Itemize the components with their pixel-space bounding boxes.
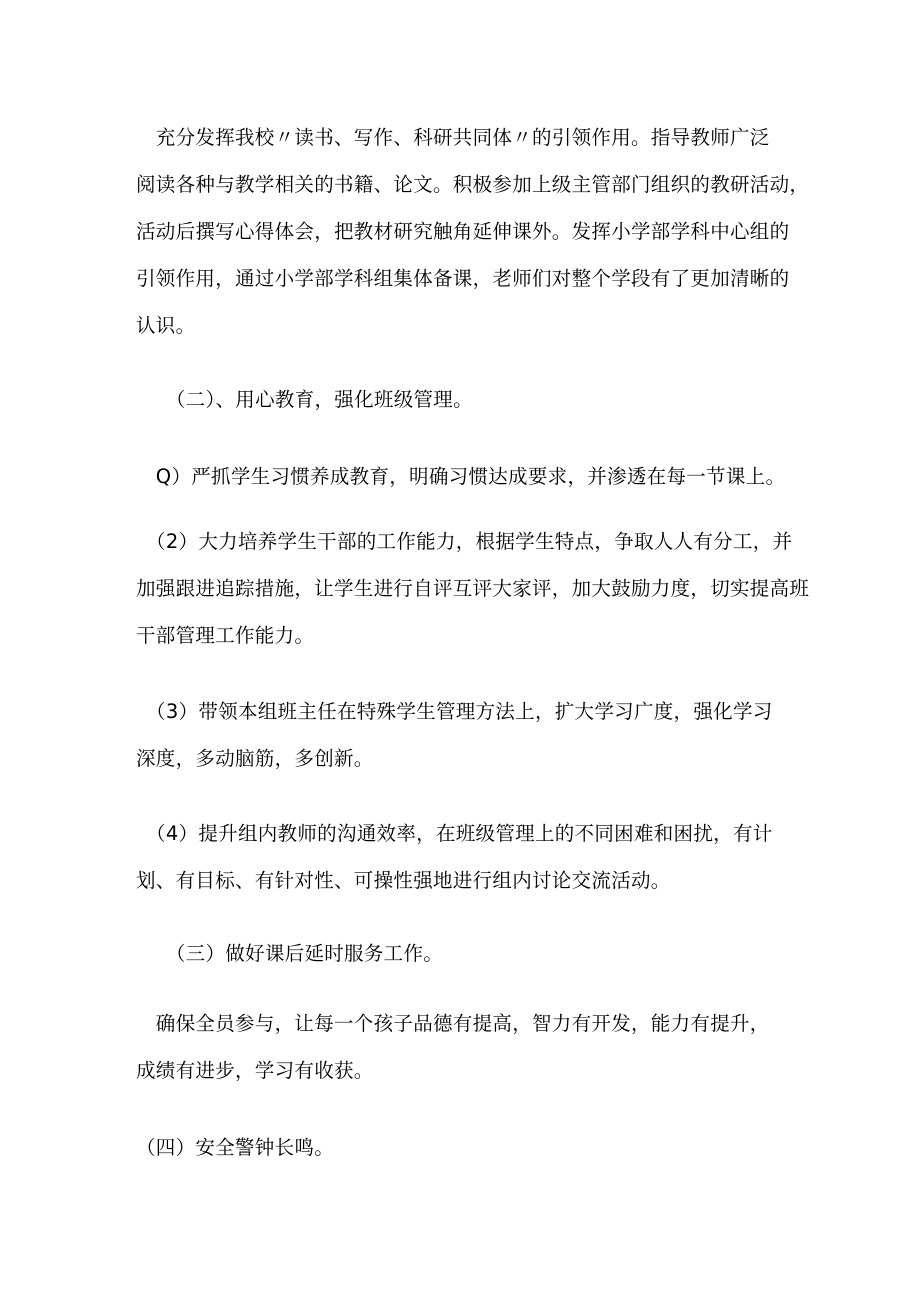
paragraph-reading-community	[136, 114, 810, 349]
text-line: 干部管理工作能力。	[136, 624, 315, 647]
section-heading-safety	[136, 1124, 796, 1171]
heading-line: （二）、用心教育，强化班级管理。	[136, 388, 473, 411]
list-item-2	[136, 518, 810, 659]
heading-line: （四）安全警钟长鸣。	[136, 1136, 335, 1159]
text-line: 深度，多动脑筋，多创新。	[136, 747, 374, 770]
text-line: 加强跟进追踪措施，让学生进行自评互评大家评，加大鼓励力度，切实提高班	[136, 577, 810, 600]
text-line: 阅读各种与教学相关的书籍、论文。积极参加上级主管部门组织的教研活动，	[136, 173, 810, 196]
text-line: 活动后撰写心得体会，把教材研究触角延伸课外。发挥小学部学科中心组的	[136, 220, 790, 243]
text-line: Q）严抓学生习惯养成教育，明确习惯达成要求，并渗透在每一节课上。	[136, 465, 786, 488]
list-item-1	[136, 453, 796, 500]
text-line: 确保全员参与，让每一个孩子品德有提高，智力有开发，能力有提升，	[136, 1012, 770, 1035]
section-heading-after-school-service	[136, 930, 796, 977]
heading-line: （三）做好课后延时服务工作。	[136, 942, 444, 965]
list-item-3	[136, 688, 796, 782]
text-line: 认识。	[136, 314, 196, 337]
text-line: （3）带领本组班主任在特殊学生管理方法上，扩大学习广度，强化学习	[136, 700, 773, 723]
list-item-4	[136, 810, 796, 904]
text-line: 引领作用，通过小学部学科组集体备课，老师们对整个学段有了更加清晰的	[136, 267, 790, 290]
text-line: 划、有目标、有针对性、可操性强地进行组内讨论交流活动。	[136, 869, 671, 892]
paragraph-full-participation	[136, 1000, 796, 1094]
section-heading-class-management	[136, 376, 796, 423]
text-line: （4）提升组内教师的沟通效率，在班级管理上的不同困难和困扰，有计	[136, 822, 773, 845]
text-line: 成绩有进步，学习有收获。	[136, 1059, 374, 1082]
text-line: （2）大力培养学生干部的工作能力，根据学生特点，争取人人有分工，并	[136, 530, 793, 553]
text-line: 充分发挥我校〃读书、写作、科研共同体〃的引领作用。指导教师广泛	[136, 126, 770, 149]
